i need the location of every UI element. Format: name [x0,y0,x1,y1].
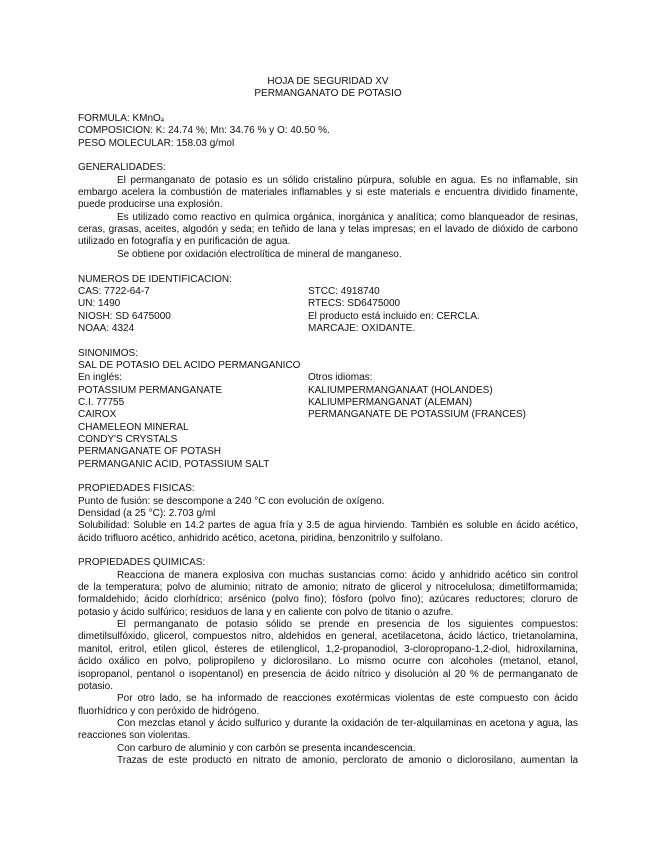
text-line: puede producirse una explosión. [78,199,223,211]
text-line: Reacciona de manera explosiva con muchas sustancias como: ácido y anhidrido acético sin control [117,569,578,581]
quimicas-body [78,570,578,768]
text-line: ácido trifluoro acético, anhidrido acético, acetona, piridina, benzonitrilo y sulfolano. [78,532,443,544]
text-line: ceras, grasas, aceites, algodón y seda; en teñido de lana y telas impresas; en el lavado de dióxido de carbono [78,224,578,236]
table-row [78,323,578,335]
text-line: dimetilsulfóxido, glicerol, compuestos nitro, aldehidos en general, acetilacetona, ácido láctico, trietanolamina, [78,631,578,643]
right-cell: El producto está incluido en: CERCLA. [308,310,480,322]
right-cell: RTECS: SD6475000 [308,298,401,310]
table-row [78,298,578,310]
left-cell: En inglés: [78,372,122,384]
text-line: Punto de fusión: se descompone a 240 °C con evolución de oxígeno. [78,495,385,507]
text-line: isopropanol, pentanol o isopentanol) en presencia de ácido nítrico y disolución al 20 % de permanganato de [78,668,578,680]
identificacion-table [78,286,578,335]
table-row [78,385,578,397]
text-line: potasio y ácido sulfúrico; residuos de lana y en caliente con polvo de titanio o azufre. [78,606,454,618]
generalidades-heading: GENERALIDADES: [78,162,166,174]
text-line: formaldehido; ácido clorhídrico; arsénico (polvo fino); fósforo (polvo fino); azúcares reductores; cloruro de [78,594,578,606]
right-cell: KALIUMPERMANGANAAT (HOLANDES) [308,384,493,396]
table-row [78,459,578,471]
text-line: ácido oxálico en polvo, polipropileno y diclorosilano. Lo mismo ocurre con alcoholes (metanol, etanol, [78,656,578,668]
table-row [78,286,578,298]
text-line: de la temperatura; polvo de aluminio; nitrato de amonio; nitrato de glicerol y nitrocelulosa; dimetilformamida; [78,582,578,594]
text-line: utilizado en fotografía y en purificación de agua. [78,236,291,248]
composicion: COMPOSICION: K: 24.74 %; Mn: 34.76 % y O: 40.50 %. [78,125,330,137]
formula [78,113,578,125]
left-cell: NOAA: 4324 [78,322,135,334]
left-cell: CONDY'S CRYSTALS [78,433,178,445]
text-line: El permanganato de potasio es un sólido cristalino púrpura, soluble en agua. Es no inflamable, sin [117,174,578,186]
right-cell: Otros idiomas: [308,372,373,384]
text-line: Solubilidad: Soluble en 14.2 partes de agua fría y 3.5 de agua hirviendo. También es soluble en ácido acético, [78,520,578,532]
right-cell: KALIUMPERMANGANAT (ALEMAN) [308,396,473,408]
text-line: Con mezclas etanol y ácido sulfurico y durante la oxidación de ter-alquilaminas en acetona y agua, las [117,717,578,729]
right-cell: PERMANGANATE DE POTASSIUM (FRANCES) [308,409,526,421]
peso-molecular: PESO MOLECULAR: 158.03 g/mol [78,137,235,149]
left-cell: PERMANGANATE OF POTASH [78,446,221,458]
text-line: embargo acelera la combustión de materiales inflamables y si este materials e encuentra dividido finamente, [78,187,578,199]
text-line: Con carburo de aluminio y con carbón se presenta incandescencia. [117,742,416,754]
formula-text: FORMULA: KMnO [78,113,161,125]
document-page [78,76,578,767]
formula-subscript: 4 [160,118,165,125]
text-line: fluorhídrico y con peróxido de hidrógeno. [78,705,260,717]
table-row [78,422,578,434]
document-subtitle: PERMANGANATO DE POTASIO [254,88,402,100]
table-row [78,409,578,421]
sinonimos-table [78,372,578,471]
left-cell: C.I. 77755 [78,396,125,408]
fisicas-heading: PROPIEDADES FISICAS: [78,483,195,495]
generalidades-body [78,175,578,261]
left-cell: POTASSIUM PERMANGANATE [78,384,223,396]
text-line: reacciones son violentas. [78,730,191,742]
left-cell: CAS: 7722-64-7 [78,285,150,297]
text-line: Es utilizado como reactivo en química orgánica, inorgánica y analítica; como blanqueador de resinas, [117,211,578,223]
right-cell: STCC: 4918740 [308,285,380,297]
quimicas-heading: PROPIEDADES QUIMICAS: [78,557,206,569]
left-cell: CHAMELEON MINERAL [78,421,189,433]
left-cell: UN: 1490 [78,298,121,310]
document-title: HOJA DE SEGURIDAD XV [267,76,389,87]
sinonimo-principal: SAL DE POTASIO DEL ACIDO PERMANGANICO [78,359,301,371]
text-line: Densidad (a 25 °C): 2.703 g/ml [78,508,216,520]
text-line: Trazas de este producto en nitrato de amonio, perclorato de amonio o diclorosilano, aumentan la [117,754,578,766]
table-row [78,434,578,446]
text-line: Se obtiene por oxidación electrolítica de mineral de manganeso. [117,248,402,260]
text-line: manitol, eritrol, etilen glicol, ésteres de etilenglicol, 1,2-propanodiol, 3-cloropropano-1,2-diol, hidroxilamina, [78,643,578,655]
table-row [78,397,578,409]
sinonimos-heading: SINONIMOS: [78,347,139,359]
text-line: El permanganato de potasio sólido se prende en presencia de los siguientes compuestos: [117,619,578,631]
left-cell: NIOSH: SD 6475000 [78,310,171,322]
identificacion-heading: NUMEROS DE IDENTIFICACION: [78,273,232,285]
fisicas-body [78,496,578,545]
text-line: Por otro lado, se ha informado de reacciones exotérmicas violentas de este compuesto con ácido [117,693,578,705]
table-row [78,446,578,458]
text-line: potasio. [78,680,114,692]
left-cell: PERMANGANIC ACID, POTASSIUM SALT [78,458,270,470]
table-row [78,311,578,323]
right-cell: MARCAJE: OXIDANTE. [308,322,416,334]
table-row [78,372,578,384]
left-cell: CAIROX [78,409,117,421]
